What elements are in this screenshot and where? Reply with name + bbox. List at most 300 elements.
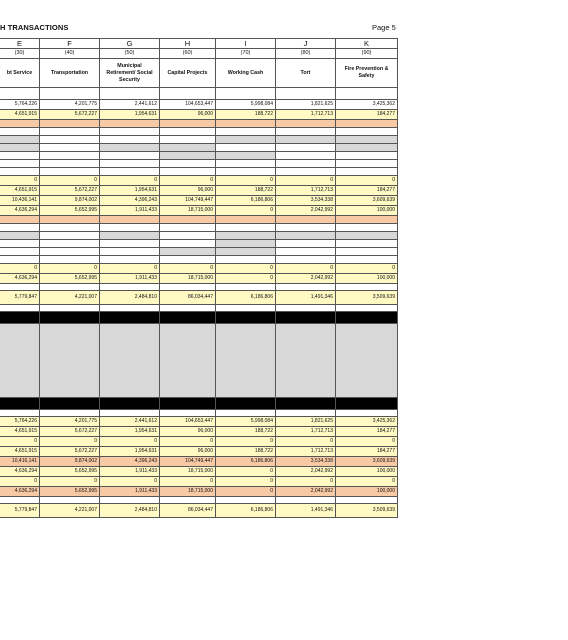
empty-cell xyxy=(276,168,336,176)
empty-cell xyxy=(0,312,40,324)
empty-cell xyxy=(160,216,216,224)
column-letter: J xyxy=(276,39,336,49)
data-cell: 0 xyxy=(336,176,398,186)
data-cell: 0 xyxy=(216,487,276,497)
empty-cell xyxy=(40,120,100,128)
empty-cell xyxy=(276,497,336,504)
empty-cell xyxy=(160,305,216,312)
empty-cell xyxy=(216,398,276,410)
section4-row xyxy=(0,417,398,427)
empty-cell xyxy=(100,256,160,264)
empty-cell xyxy=(0,284,40,291)
empty-cell xyxy=(160,144,216,152)
data-cell: 4,636,294 xyxy=(0,487,40,497)
data-cell: 4,396,243 xyxy=(100,196,160,206)
empty-cell xyxy=(100,224,160,232)
data-cell: 1,712,713 xyxy=(276,447,336,457)
empty-cell xyxy=(40,324,100,398)
empty-cell xyxy=(100,305,160,312)
empty-cell xyxy=(160,497,216,504)
column-letter: G xyxy=(100,39,160,49)
empty-cell xyxy=(336,248,398,256)
data-cell: 5,779,847 xyxy=(0,504,40,518)
empty-cell xyxy=(336,168,398,176)
empty-cell xyxy=(100,88,160,100)
data-cell: 6,186,806 xyxy=(216,457,276,467)
data-cell: 1,911,433 xyxy=(100,206,160,216)
empty-cell xyxy=(216,144,276,152)
empty-cell xyxy=(336,240,398,248)
empty-cell xyxy=(0,88,40,100)
data-cell: 184,277 xyxy=(336,427,398,437)
empty-cell xyxy=(0,248,40,256)
empty-cell xyxy=(40,128,100,136)
data-cell: 0 xyxy=(216,477,276,487)
data-cell: 0 xyxy=(100,477,160,487)
empty-cell xyxy=(40,248,100,256)
data-cell: 4,201,775 xyxy=(40,100,100,110)
empty-cell xyxy=(276,410,336,417)
empty-cell xyxy=(100,410,160,417)
section4-row xyxy=(0,487,398,497)
spacer-row xyxy=(0,305,398,312)
data-cell: 4,636,294 xyxy=(0,206,40,216)
section4-row xyxy=(0,457,398,467)
data-cell: 0 xyxy=(100,264,160,274)
data-cell: 0 xyxy=(276,437,336,447)
empty-cell xyxy=(160,256,216,264)
data-cell: 0 xyxy=(216,467,276,477)
data-cell: 184,277 xyxy=(336,186,398,196)
column-name: Transportation xyxy=(40,59,100,88)
empty-cell xyxy=(336,216,398,224)
empty-cell xyxy=(216,120,276,128)
empty-cell xyxy=(336,305,398,312)
data-cell: 18,715,000 xyxy=(160,487,216,497)
empty-cell xyxy=(160,88,216,100)
data-cell: 5,652,995 xyxy=(40,487,100,497)
empty-cell xyxy=(0,232,40,240)
data-cell: 96,000 xyxy=(160,447,216,457)
data-cell: 0 xyxy=(160,176,216,186)
data-cell: 3,425,362 xyxy=(336,100,398,110)
data-cell: 0 xyxy=(0,437,40,447)
empty-cell xyxy=(40,136,100,144)
data-cell: 18,715,000 xyxy=(160,206,216,216)
data-cell: 184,277 xyxy=(336,110,398,120)
empty-cell xyxy=(40,88,100,100)
black-band xyxy=(0,312,398,324)
data-cell: 100,000 xyxy=(336,206,398,216)
column-name: Fire Prevention & Safety xyxy=(336,59,398,88)
empty-cell xyxy=(0,256,40,264)
data-cell: 18,715,000 xyxy=(160,467,216,477)
empty-cell xyxy=(276,324,336,398)
column-name: bt Service xyxy=(0,59,40,88)
data-cell: 4,651,915 xyxy=(0,110,40,120)
empty-cell xyxy=(100,120,160,128)
empty-cell xyxy=(100,128,160,136)
empty-cell xyxy=(100,216,160,224)
empty-cell xyxy=(276,312,336,324)
data-cell: 0 xyxy=(40,264,100,274)
empty-cell xyxy=(276,152,336,160)
section4-row xyxy=(0,467,398,477)
data-cell: 104,653,447 xyxy=(160,100,216,110)
input-row xyxy=(0,136,398,144)
section4-row xyxy=(0,477,398,487)
data-cell: 4,636,294 xyxy=(0,467,40,477)
empty-cell xyxy=(100,240,160,248)
empty-cell xyxy=(216,216,276,224)
empty-cell xyxy=(40,216,100,224)
spacer-row xyxy=(0,128,398,136)
input-row xyxy=(0,168,398,176)
data-cell: 4,201,775 xyxy=(40,417,100,427)
empty-cell xyxy=(276,305,336,312)
data-cell: 9,874,002 xyxy=(40,457,100,467)
column-name: Municipal Retirement/ Social Security xyxy=(100,59,160,88)
empty-cell xyxy=(160,240,216,248)
empty-cell xyxy=(276,120,336,128)
column-code: (90) xyxy=(336,49,398,59)
empty-cell xyxy=(0,168,40,176)
empty-cell xyxy=(100,398,160,410)
data-cell: 0 xyxy=(40,477,100,487)
column-codes-row xyxy=(0,49,398,59)
input-row xyxy=(0,160,398,168)
empty-cell xyxy=(40,305,100,312)
data-cell: 10,416,141 xyxy=(0,457,40,467)
empty-cell xyxy=(276,136,336,144)
data-cell: 5,672,227 xyxy=(40,427,100,437)
empty-cell xyxy=(276,256,336,264)
empty-cell xyxy=(160,232,216,240)
empty-cell xyxy=(0,160,40,168)
empty-cell xyxy=(336,497,398,504)
empty-cell xyxy=(216,224,276,232)
data-cell: 1,911,433 xyxy=(100,467,160,477)
data-cell: 9,874,002 xyxy=(40,196,100,206)
section3-row xyxy=(0,274,398,284)
data-cell: 0 xyxy=(0,264,40,274)
data-cell: 2,042,992 xyxy=(276,274,336,284)
data-cell: 4,651,915 xyxy=(0,427,40,437)
highlight-row xyxy=(0,216,398,224)
data-cell: 1,712,713 xyxy=(276,427,336,437)
section2-row xyxy=(0,196,398,206)
data-cell: 1,954,631 xyxy=(100,427,160,437)
data-cell: 100,000 xyxy=(336,467,398,477)
column-code: (30) xyxy=(0,49,40,59)
section4-row xyxy=(0,427,398,437)
empty-cell xyxy=(276,248,336,256)
empty-cell xyxy=(160,160,216,168)
empty-cell xyxy=(216,160,276,168)
data-cell: 0 xyxy=(40,437,100,447)
data-cell: 3,509,639 xyxy=(336,504,398,518)
empty-cell xyxy=(336,152,398,160)
empty-cell xyxy=(336,284,398,291)
empty-cell xyxy=(216,232,276,240)
data-cell: 4,651,915 xyxy=(0,447,40,457)
input-row xyxy=(0,144,398,152)
empty-cell xyxy=(0,497,40,504)
data-cell: 1,954,631 xyxy=(100,447,160,457)
empty-cell xyxy=(160,168,216,176)
empty-cell xyxy=(160,284,216,291)
spacer-row xyxy=(0,224,398,232)
data-cell: 100,000 xyxy=(336,274,398,284)
page-number: Page 5 xyxy=(372,23,396,32)
empty-cell xyxy=(0,152,40,160)
highlight-row xyxy=(0,120,398,128)
empty-cell xyxy=(40,497,100,504)
data-cell: 2,441,612 xyxy=(100,417,160,427)
empty-cell xyxy=(40,398,100,410)
data-cell: 0 xyxy=(336,437,398,447)
data-cell: 0 xyxy=(216,176,276,186)
data-cell: 10,436,141 xyxy=(0,196,40,206)
data-cell: 0 xyxy=(160,437,216,447)
empty-cell xyxy=(160,128,216,136)
section4-row xyxy=(0,437,398,447)
column-code: (60) xyxy=(160,49,216,59)
empty-cell xyxy=(276,160,336,168)
empty-cell xyxy=(0,398,40,410)
empty-cell xyxy=(336,256,398,264)
data-cell: 0 xyxy=(40,176,100,186)
data-cell: 0 xyxy=(216,274,276,284)
data-cell: 0 xyxy=(216,264,276,274)
section2-row xyxy=(0,176,398,186)
empty-cell xyxy=(336,312,398,324)
column-letter: K xyxy=(336,39,398,49)
data-cell: 0 xyxy=(276,477,336,487)
empty-cell xyxy=(216,152,276,160)
empty-cell xyxy=(100,248,160,256)
section4-row xyxy=(0,447,398,457)
empty-cell xyxy=(40,240,100,248)
data-cell: 0 xyxy=(160,477,216,487)
empty-cell xyxy=(276,144,336,152)
spacer-row xyxy=(0,284,398,291)
data-cell: 3,534,338 xyxy=(276,457,336,467)
empty-cell xyxy=(100,160,160,168)
data-cell: 96,000 xyxy=(160,110,216,120)
data-cell: 3,609,639 xyxy=(336,457,398,467)
empty-cell xyxy=(336,410,398,417)
empty-cell xyxy=(216,312,276,324)
empty-cell xyxy=(216,256,276,264)
data-cell: 0 xyxy=(336,477,398,487)
column-letter: F xyxy=(40,39,100,49)
data-cell: 5,672,227 xyxy=(40,447,100,457)
empty-cell xyxy=(0,240,40,248)
spacer-row xyxy=(0,410,398,417)
empty-cell xyxy=(276,284,336,291)
empty-cell xyxy=(276,224,336,232)
data-cell: 184,277 xyxy=(336,447,398,457)
empty-cell xyxy=(0,224,40,232)
empty-cell xyxy=(216,497,276,504)
empty-cell xyxy=(216,324,276,398)
transactions-table xyxy=(0,38,398,518)
data-cell: 4,396,243 xyxy=(100,457,160,467)
data-cell: 0 xyxy=(216,206,276,216)
empty-cell xyxy=(100,497,160,504)
data-cell: 0 xyxy=(276,264,336,274)
column-letter: I xyxy=(216,39,276,49)
data-cell: 3,425,362 xyxy=(336,417,398,427)
empty-cell xyxy=(276,88,336,100)
data-cell: 1,712,713 xyxy=(276,110,336,120)
data-cell: 104,749,447 xyxy=(160,196,216,206)
input-row xyxy=(0,232,398,240)
column-name: Working Cash xyxy=(216,59,276,88)
data-cell: 3,534,338 xyxy=(276,196,336,206)
empty-cell xyxy=(336,136,398,144)
data-cell: 2,484,810 xyxy=(100,504,160,518)
empty-cell xyxy=(40,410,100,417)
section2-row xyxy=(0,206,398,216)
empty-cell xyxy=(216,284,276,291)
section1-row xyxy=(0,110,398,120)
data-cell: 3,509,639 xyxy=(336,291,398,305)
empty-cell xyxy=(216,248,276,256)
data-cell: 188,722 xyxy=(216,427,276,437)
data-cell: 4,651,915 xyxy=(0,186,40,196)
section1-row xyxy=(0,100,398,110)
empty-cell xyxy=(276,232,336,240)
section4-row xyxy=(0,504,398,518)
empty-cell xyxy=(216,410,276,417)
input-row xyxy=(0,152,398,160)
grey-block xyxy=(0,324,398,398)
data-cell: 104,749,447 xyxy=(160,457,216,467)
data-cell: 1,911,433 xyxy=(100,487,160,497)
data-cell: 0 xyxy=(160,264,216,274)
empty-cell xyxy=(336,224,398,232)
input-row xyxy=(0,240,398,248)
column-code: (50) xyxy=(100,49,160,59)
empty-cell xyxy=(336,398,398,410)
spacer-row xyxy=(0,88,398,100)
empty-cell xyxy=(336,160,398,168)
column-code: (70) xyxy=(216,49,276,59)
column-name: Tort xyxy=(276,59,336,88)
column-letter: E xyxy=(0,39,40,49)
empty-cell xyxy=(160,136,216,144)
data-cell: 6,186,806 xyxy=(216,504,276,518)
empty-cell xyxy=(336,128,398,136)
data-cell: 5,779,847 xyxy=(0,291,40,305)
data-cell: 0 xyxy=(336,264,398,274)
empty-cell xyxy=(0,128,40,136)
empty-cell xyxy=(0,136,40,144)
data-cell: 5,998,084 xyxy=(216,417,276,427)
data-cell: 1,821,625 xyxy=(276,417,336,427)
column-letters-row xyxy=(0,39,398,49)
empty-cell xyxy=(336,88,398,100)
empty-cell xyxy=(0,144,40,152)
empty-cell xyxy=(276,398,336,410)
empty-cell xyxy=(276,216,336,224)
empty-cell xyxy=(336,232,398,240)
data-cell: 0 xyxy=(276,176,336,186)
empty-cell xyxy=(100,144,160,152)
data-cell: 1,712,713 xyxy=(276,186,336,196)
data-cell: 2,042,992 xyxy=(276,206,336,216)
data-cell: 4,221,007 xyxy=(40,291,100,305)
input-row xyxy=(0,256,398,264)
empty-cell xyxy=(160,324,216,398)
empty-cell xyxy=(100,324,160,398)
data-cell: 5,672,227 xyxy=(40,186,100,196)
data-cell: 2,042,992 xyxy=(276,467,336,477)
empty-cell xyxy=(40,152,100,160)
empty-cell xyxy=(216,240,276,248)
empty-cell xyxy=(160,312,216,324)
empty-cell xyxy=(160,410,216,417)
data-cell: 86,034,447 xyxy=(160,504,216,518)
data-cell: 2,042,992 xyxy=(276,487,336,497)
empty-cell xyxy=(276,128,336,136)
empty-cell xyxy=(336,144,398,152)
data-cell: 2,441,612 xyxy=(100,100,160,110)
data-cell: 188,722 xyxy=(216,447,276,457)
empty-cell xyxy=(336,120,398,128)
column-code: (40) xyxy=(40,49,100,59)
empty-cell xyxy=(40,284,100,291)
empty-cell xyxy=(160,152,216,160)
data-cell: 96,000 xyxy=(160,186,216,196)
empty-cell xyxy=(160,248,216,256)
empty-cell xyxy=(100,168,160,176)
empty-cell xyxy=(40,160,100,168)
empty-cell xyxy=(100,232,160,240)
empty-cell xyxy=(0,324,40,398)
empty-cell xyxy=(100,152,160,160)
data-cell: 4,221,007 xyxy=(40,504,100,518)
data-cell: 4,636,294 xyxy=(0,274,40,284)
data-cell: 3,609,639 xyxy=(336,196,398,206)
data-cell: 86,034,447 xyxy=(160,291,216,305)
data-cell: 0 xyxy=(100,437,160,447)
data-cell: 96,000 xyxy=(160,427,216,437)
data-cell: 5,652,995 xyxy=(40,467,100,477)
data-cell: 104,653,447 xyxy=(160,417,216,427)
empty-cell xyxy=(216,168,276,176)
empty-cell xyxy=(216,136,276,144)
empty-cell xyxy=(40,168,100,176)
column-name: Capital Projects xyxy=(160,59,216,88)
empty-cell xyxy=(0,120,40,128)
data-cell: 18,715,000 xyxy=(160,274,216,284)
data-cell: 1,911,433 xyxy=(100,274,160,284)
spacer-row xyxy=(0,497,398,504)
empty-cell xyxy=(40,144,100,152)
data-cell: 1,954,631 xyxy=(100,110,160,120)
section2-row xyxy=(0,186,398,196)
empty-cell xyxy=(216,305,276,312)
data-cell: 188,722 xyxy=(216,110,276,120)
empty-cell xyxy=(40,312,100,324)
data-cell: 0 xyxy=(216,437,276,447)
empty-cell xyxy=(336,324,398,398)
empty-cell xyxy=(40,232,100,240)
data-cell: 100,000 xyxy=(336,487,398,497)
